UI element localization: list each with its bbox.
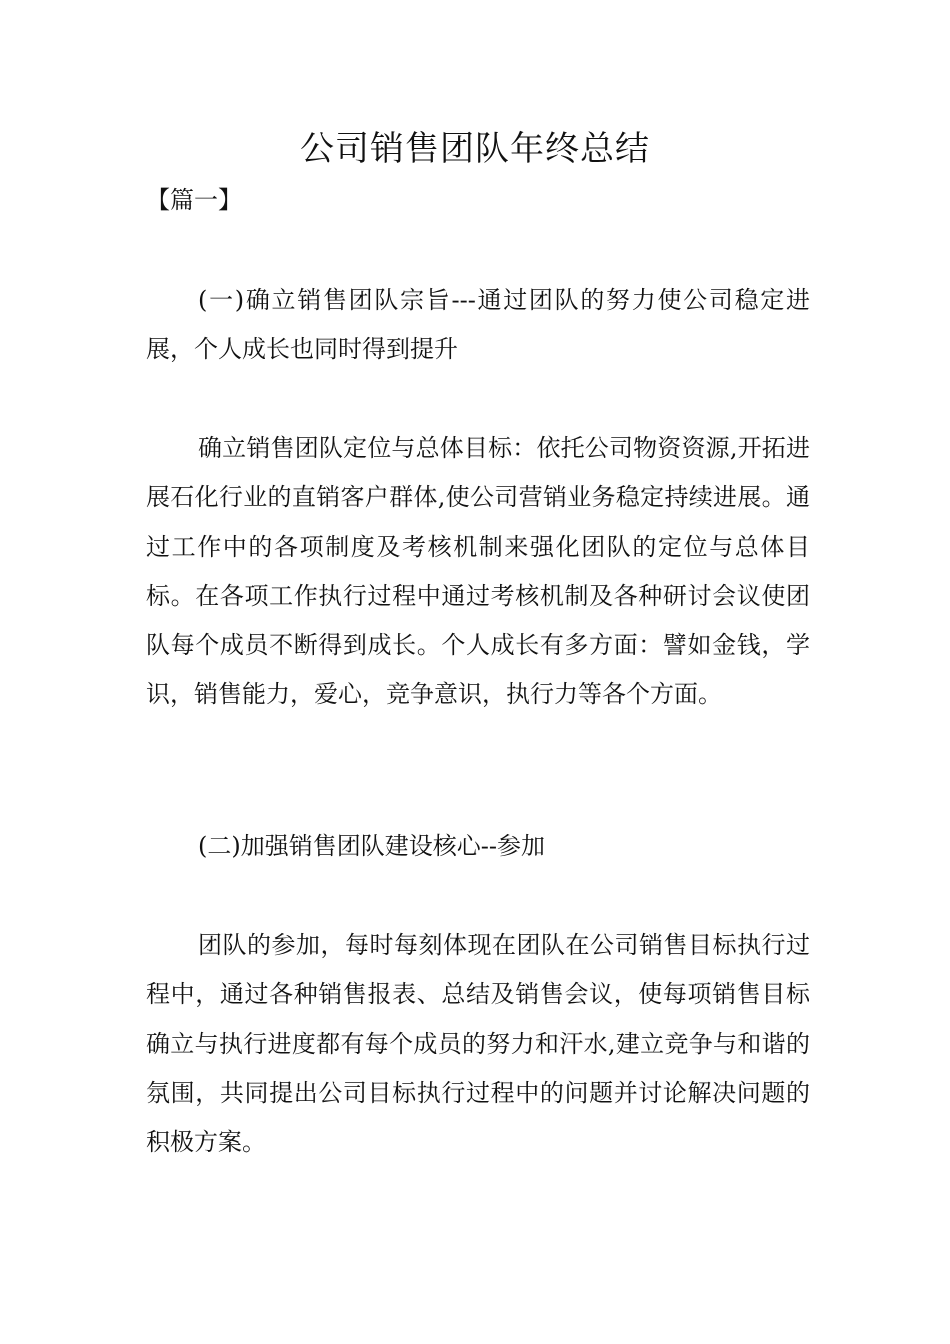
section-label: 【篇一】 bbox=[146, 186, 242, 214]
paragraph-heading-1: (一)确立销售团队宗旨---通过团队的努力使公司稳定进展，个人成长也同时得到提升 bbox=[146, 286, 810, 364]
paragraph-heading-2: (二)加强销售团队建设核心--参加 bbox=[198, 832, 545, 860]
paragraph-body-2: 团队的参加，每时每刻体现在团队在公司销售目标执行过程中，通过各种销售报表、总结及销售会议，使每项销售目标确立与执行进度都有每个成员的努力和汗水,建立竞争与和谐的氛围，共同提出公司目标执行过程中的问题并讨论解决问题的积极方案。 bbox=[146, 931, 810, 1157]
document-title: 公司销售团队年终总结 bbox=[300, 129, 650, 169]
paragraph-body-1: 确立销售团队定位与总体目标：依托公司物资资源,开拓进展石化行业的直销客户群体,使公司营销业务稳定持续进展。通过工作中的各项制度及考核机制来强化团队的定位与总体目标。在各项工作执行过程中通过考核机制及各种研讨会议使团队每个成员不断得到成长。个人成长有多方面：譬如金钱，学识，销售能力，爱心，竞争意识，执行力等各个方面。 bbox=[146, 434, 810, 709]
